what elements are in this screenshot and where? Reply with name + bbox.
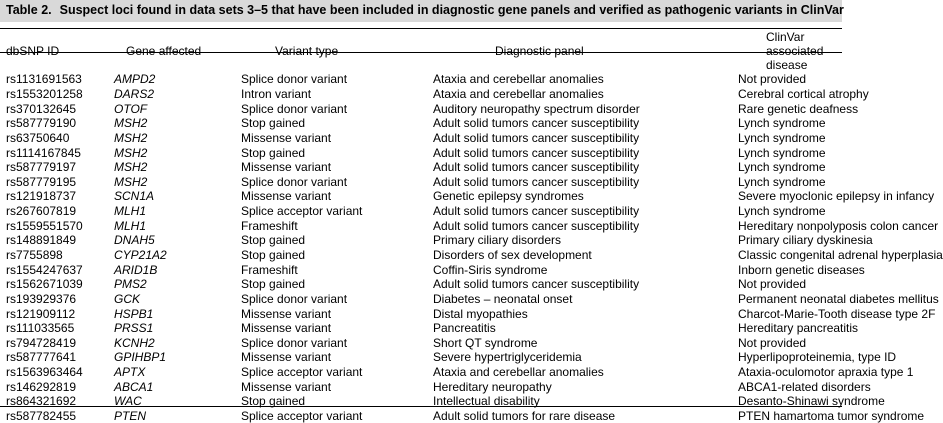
cell-diagnostic-panel: Coffin-Siris syndrome: [433, 262, 548, 277]
cell-dbsnp-id: rs587779190: [6, 116, 77, 131]
cell-clinvar-disease: Lynch syndrome: [738, 130, 826, 145]
header-dbsnp-id: dbSNP ID: [6, 44, 60, 58]
cell-diagnostic-panel: Adult solid tumors cancer susceptibility: [433, 204, 640, 219]
cell-diagnostic-panel: Genetic epilepsy syndromes: [433, 189, 584, 204]
cell-diagnostic-panel: Adult solid tumors cancer susceptibility: [433, 277, 640, 292]
cell-variant-type: Stop gained: [241, 248, 306, 262]
cell-diagnostic-panel: Intellectual disability: [433, 394, 540, 409]
cell-dbsnp-id: rs1563963464: [6, 365, 83, 380]
cell-diagnostic-panel: Primary ciliary disorders: [433, 233, 562, 248]
cell-dbsnp-id: rs370132645: [6, 101, 77, 116]
cell-variant-type: Missense variant: [241, 306, 332, 321]
cell-diagnostic-panel: Hereditary neuropathy: [433, 379, 552, 394]
table-row: [0, 379, 842, 394]
table-number: Table 2.: [6, 3, 52, 17]
cell-clinvar-disease: Not provided: [738, 335, 807, 350]
cell-gene: DNAH5: [114, 233, 155, 248]
cell-gene: APTX: [114, 365, 146, 380]
table-row: [0, 321, 842, 336]
cell-dbsnp-id: rs1131691563: [6, 72, 82, 87]
cell-dbsnp-id: rs587782455: [6, 409, 77, 423]
cell-variant-type: Missense variant: [241, 160, 332, 175]
cell-gene: MLH1: [114, 204, 147, 219]
cell-variant-type: Stop gained: [241, 394, 306, 409]
caption-bar: [0, 0, 842, 22]
cell-dbsnp-id: rs193929376: [6, 291, 77, 306]
cell-dbsnp-id: rs63750640: [6, 130, 70, 145]
cell-variant-type: Missense variant: [241, 130, 332, 145]
table-row: [0, 233, 842, 248]
table-row: [0, 277, 842, 292]
cell-clinvar-disease: PTEN hamartoma tumor syndrome: [738, 409, 925, 423]
cell-gene: MLH1: [114, 218, 147, 233]
cell-gene: PRSS1: [114, 321, 154, 336]
cell-dbsnp-id: rs1562671039: [6, 277, 83, 292]
table-row: [0, 248, 842, 263]
cell-variant-type: Splice acceptor variant: [241, 365, 363, 380]
cell-clinvar-disease: Severe myoclonic epilepsy in infancy: [738, 189, 935, 204]
cell-variant-type: Splice donor variant: [241, 174, 348, 189]
cell-dbsnp-id: rs794728419: [6, 335, 77, 350]
cell-diagnostic-panel: Distal myopathies: [433, 306, 528, 321]
cell-clinvar-disease: Lynch syndrome: [738, 160, 826, 175]
table-row: [0, 160, 842, 175]
table-row: [0, 116, 842, 131]
cell-clinvar-disease: Primary ciliary dyskinesia: [738, 233, 873, 248]
cell-gene: ARID1B: [114, 262, 158, 277]
cell-clinvar-disease: Rare genetic deafness: [738, 101, 859, 116]
table-row: [0, 218, 842, 233]
cell-diagnostic-panel: Adult solid tumors for rare disease: [433, 409, 616, 423]
cell-gene: OTOF: [114, 101, 148, 116]
cell-variant-type: Missense variant: [241, 379, 332, 394]
top-rule: [0, 28, 842, 29]
cell-variant-type: Splice donor variant: [241, 335, 348, 350]
cell-clinvar-disease: Charcot-Marie-Tooth disease type 2F: [738, 306, 936, 321]
cell-diagnostic-panel: Severe hypertriglyceridemia: [433, 350, 582, 365]
cell-dbsnp-id: rs7755898: [6, 248, 63, 262]
cell-variant-type: Splice donor variant: [241, 291, 348, 306]
table-row: [0, 87, 842, 102]
cell-clinvar-disease: Ataxia-oculomotor apraxia type 1: [738, 365, 914, 380]
table-row: [0, 145, 842, 160]
cell-variant-type: Splice acceptor variant: [241, 204, 363, 219]
table-row: [0, 204, 842, 219]
cell-diagnostic-panel: Ataxia and cerebellar anomalies: [433, 86, 604, 101]
table-row: [0, 101, 842, 116]
table-row: [0, 174, 842, 189]
cell-gene: DARS2: [114, 86, 155, 101]
table-row: [0, 409, 842, 423]
cell-dbsnp-id: rs121909112: [6, 306, 76, 321]
cell-gene: PTEN: [114, 409, 147, 423]
cell-clinvar-disease: Lynch syndrome: [738, 116, 826, 131]
header-clinvar-disease: ClinVar associated disease: [766, 30, 824, 72]
table-row: [0, 306, 842, 321]
header-variant-type: Variant type: [275, 44, 339, 58]
cell-clinvar-disease: Hyperlipoproteinemia, type ID: [738, 350, 897, 365]
cell-diagnostic-panel: Adult solid tumors cancer susceptibility: [433, 218, 640, 233]
cell-variant-type: Missense variant: [241, 189, 332, 204]
cell-variant-type: Stop gained: [241, 277, 306, 292]
cell-variant-type: Splice acceptor variant: [241, 409, 363, 423]
cell-gene: MSH2: [114, 116, 148, 131]
cell-diagnostic-panel: Adult solid tumors cancer susceptibility: [433, 160, 640, 175]
cell-clinvar-disease: Desanto-Shinawi syndrome: [738, 394, 885, 409]
cell-clinvar-disease: Permanent neonatal diabetes mellitus: [738, 291, 939, 306]
cell-gene: CYP21A2: [114, 248, 167, 262]
cell-gene: MSH2: [114, 160, 148, 175]
cell-dbsnp-id: rs267607819: [6, 204, 77, 219]
cell-diagnostic-panel: Diabetes – neonatal onset: [433, 291, 573, 306]
cell-dbsnp-id: rs1559551570: [6, 218, 83, 233]
variants-table: [0, 30, 943, 423]
cell-clinvar-disease: Not provided: [738, 277, 807, 292]
cell-gene: WAC: [114, 394, 142, 409]
table-caption: [6, 3, 844, 17]
cell-variant-type: Stop gained: [241, 145, 306, 160]
table-row: [0, 72, 842, 87]
cell-diagnostic-panel: Adult solid tumors cancer susceptibility: [433, 116, 640, 131]
cell-clinvar-disease: ABCA1-related disorders: [738, 379, 871, 394]
cell-clinvar-disease: Hereditary nonpolyposis colon cancer: [738, 218, 939, 233]
header-row: [0, 30, 842, 72]
table-row: [0, 365, 842, 380]
cell-dbsnp-id: rs1553201258: [6, 86, 83, 101]
table-caption-text: Suspect loci found in data sets 3–5 that have been included in diagnostic gene panels and verified as pathogenic variants in ClinVar: [59, 3, 844, 17]
cell-diagnostic-panel: Ataxia and cerebellar anomalies: [433, 365, 604, 380]
cell-dbsnp-id: rs1554247637: [6, 262, 83, 277]
table-body: [0, 72, 943, 423]
cell-variant-type: Frameshift: [241, 262, 298, 277]
cell-clinvar-disease: Not provided: [738, 72, 807, 87]
table-row: [0, 262, 842, 277]
table-row: [0, 292, 842, 307]
cell-variant-type: Stop gained: [241, 116, 306, 131]
cell-dbsnp-id: rs111033565: [6, 321, 75, 336]
cell-variant-type: Missense variant: [241, 350, 332, 365]
cell-gene: KCNH2: [114, 335, 155, 350]
cell-variant-type: Frameshift: [241, 218, 298, 233]
cell-variant-type: Splice donor variant: [241, 72, 348, 87]
cell-variant-type: Stop gained: [241, 233, 306, 248]
cell-gene: MSH2: [114, 174, 148, 189]
table-row: [0, 336, 842, 351]
cell-gene: MSH2: [114, 130, 148, 145]
header-diagnostic-panel: Diagnostic panel: [495, 44, 584, 58]
cell-dbsnp-id: rs1114167845: [6, 145, 81, 160]
cell-gene: HSPB1: [114, 306, 154, 321]
cell-gene: ABCA1: [114, 379, 154, 394]
cell-clinvar-disease: Hereditary pancreatitis: [738, 321, 859, 336]
cell-diagnostic-panel: Auditory neuropathy spectrum disorder: [433, 101, 640, 116]
cell-diagnostic-panel: Disorders of sex development: [433, 248, 592, 262]
cell-diagnostic-panel: Adult solid tumors cancer susceptibility: [433, 145, 640, 160]
cell-gene: PMS2: [114, 277, 147, 292]
cell-dbsnp-id: rs146292819: [6, 379, 77, 394]
cell-dbsnp-id: rs864321692: [6, 394, 77, 409]
cell-diagnostic-panel: Short QT syndrome: [433, 335, 538, 350]
cell-diagnostic-panel: Pancreatitis: [433, 321, 496, 336]
cell-dbsnp-id: rs587779197: [6, 160, 77, 175]
cell-variant-type: Missense variant: [241, 321, 332, 336]
cell-gene: GPIHBP1: [114, 350, 167, 365]
cell-clinvar-disease: Inborn genetic diseases: [738, 262, 865, 277]
cell-diagnostic-panel: Adult solid tumors cancer susceptibility: [433, 174, 640, 189]
cell-dbsnp-id: rs121918737: [6, 189, 77, 204]
table-row: [0, 394, 842, 409]
cell-dbsnp-id: rs148891849: [6, 233, 77, 248]
cell-gene: GCK: [114, 291, 141, 306]
cell-variant-type: Splice donor variant: [241, 101, 348, 116]
cell-diagnostic-panel: Adult solid tumors cancer susceptibility: [433, 130, 640, 145]
cell-clinvar-disease: Lynch syndrome: [738, 204, 826, 219]
cell-gene: AMPD2: [114, 72, 156, 87]
cell-clinvar-disease: Lynch syndrome: [738, 145, 826, 160]
table-row: [0, 131, 842, 146]
cell-dbsnp-id: rs587779195: [6, 174, 77, 189]
cell-clinvar-disease: Lynch syndrome: [738, 174, 826, 189]
cell-gene: MSH2: [114, 145, 148, 160]
cell-clinvar-disease: Cerebral cortical atrophy: [738, 86, 869, 101]
table-row: [0, 350, 842, 365]
cell-diagnostic-panel: Ataxia and cerebellar anomalies: [433, 72, 604, 87]
cell-dbsnp-id: rs587777641: [6, 350, 77, 365]
cell-clinvar-disease: Classic congenital adrenal hyperplasia: [738, 248, 943, 262]
cell-variant-type: Intron variant: [241, 86, 312, 101]
table-row: [0, 189, 842, 204]
header-gene-affected: Gene affected: [126, 44, 202, 58]
cell-gene: SCN1A: [114, 189, 155, 204]
